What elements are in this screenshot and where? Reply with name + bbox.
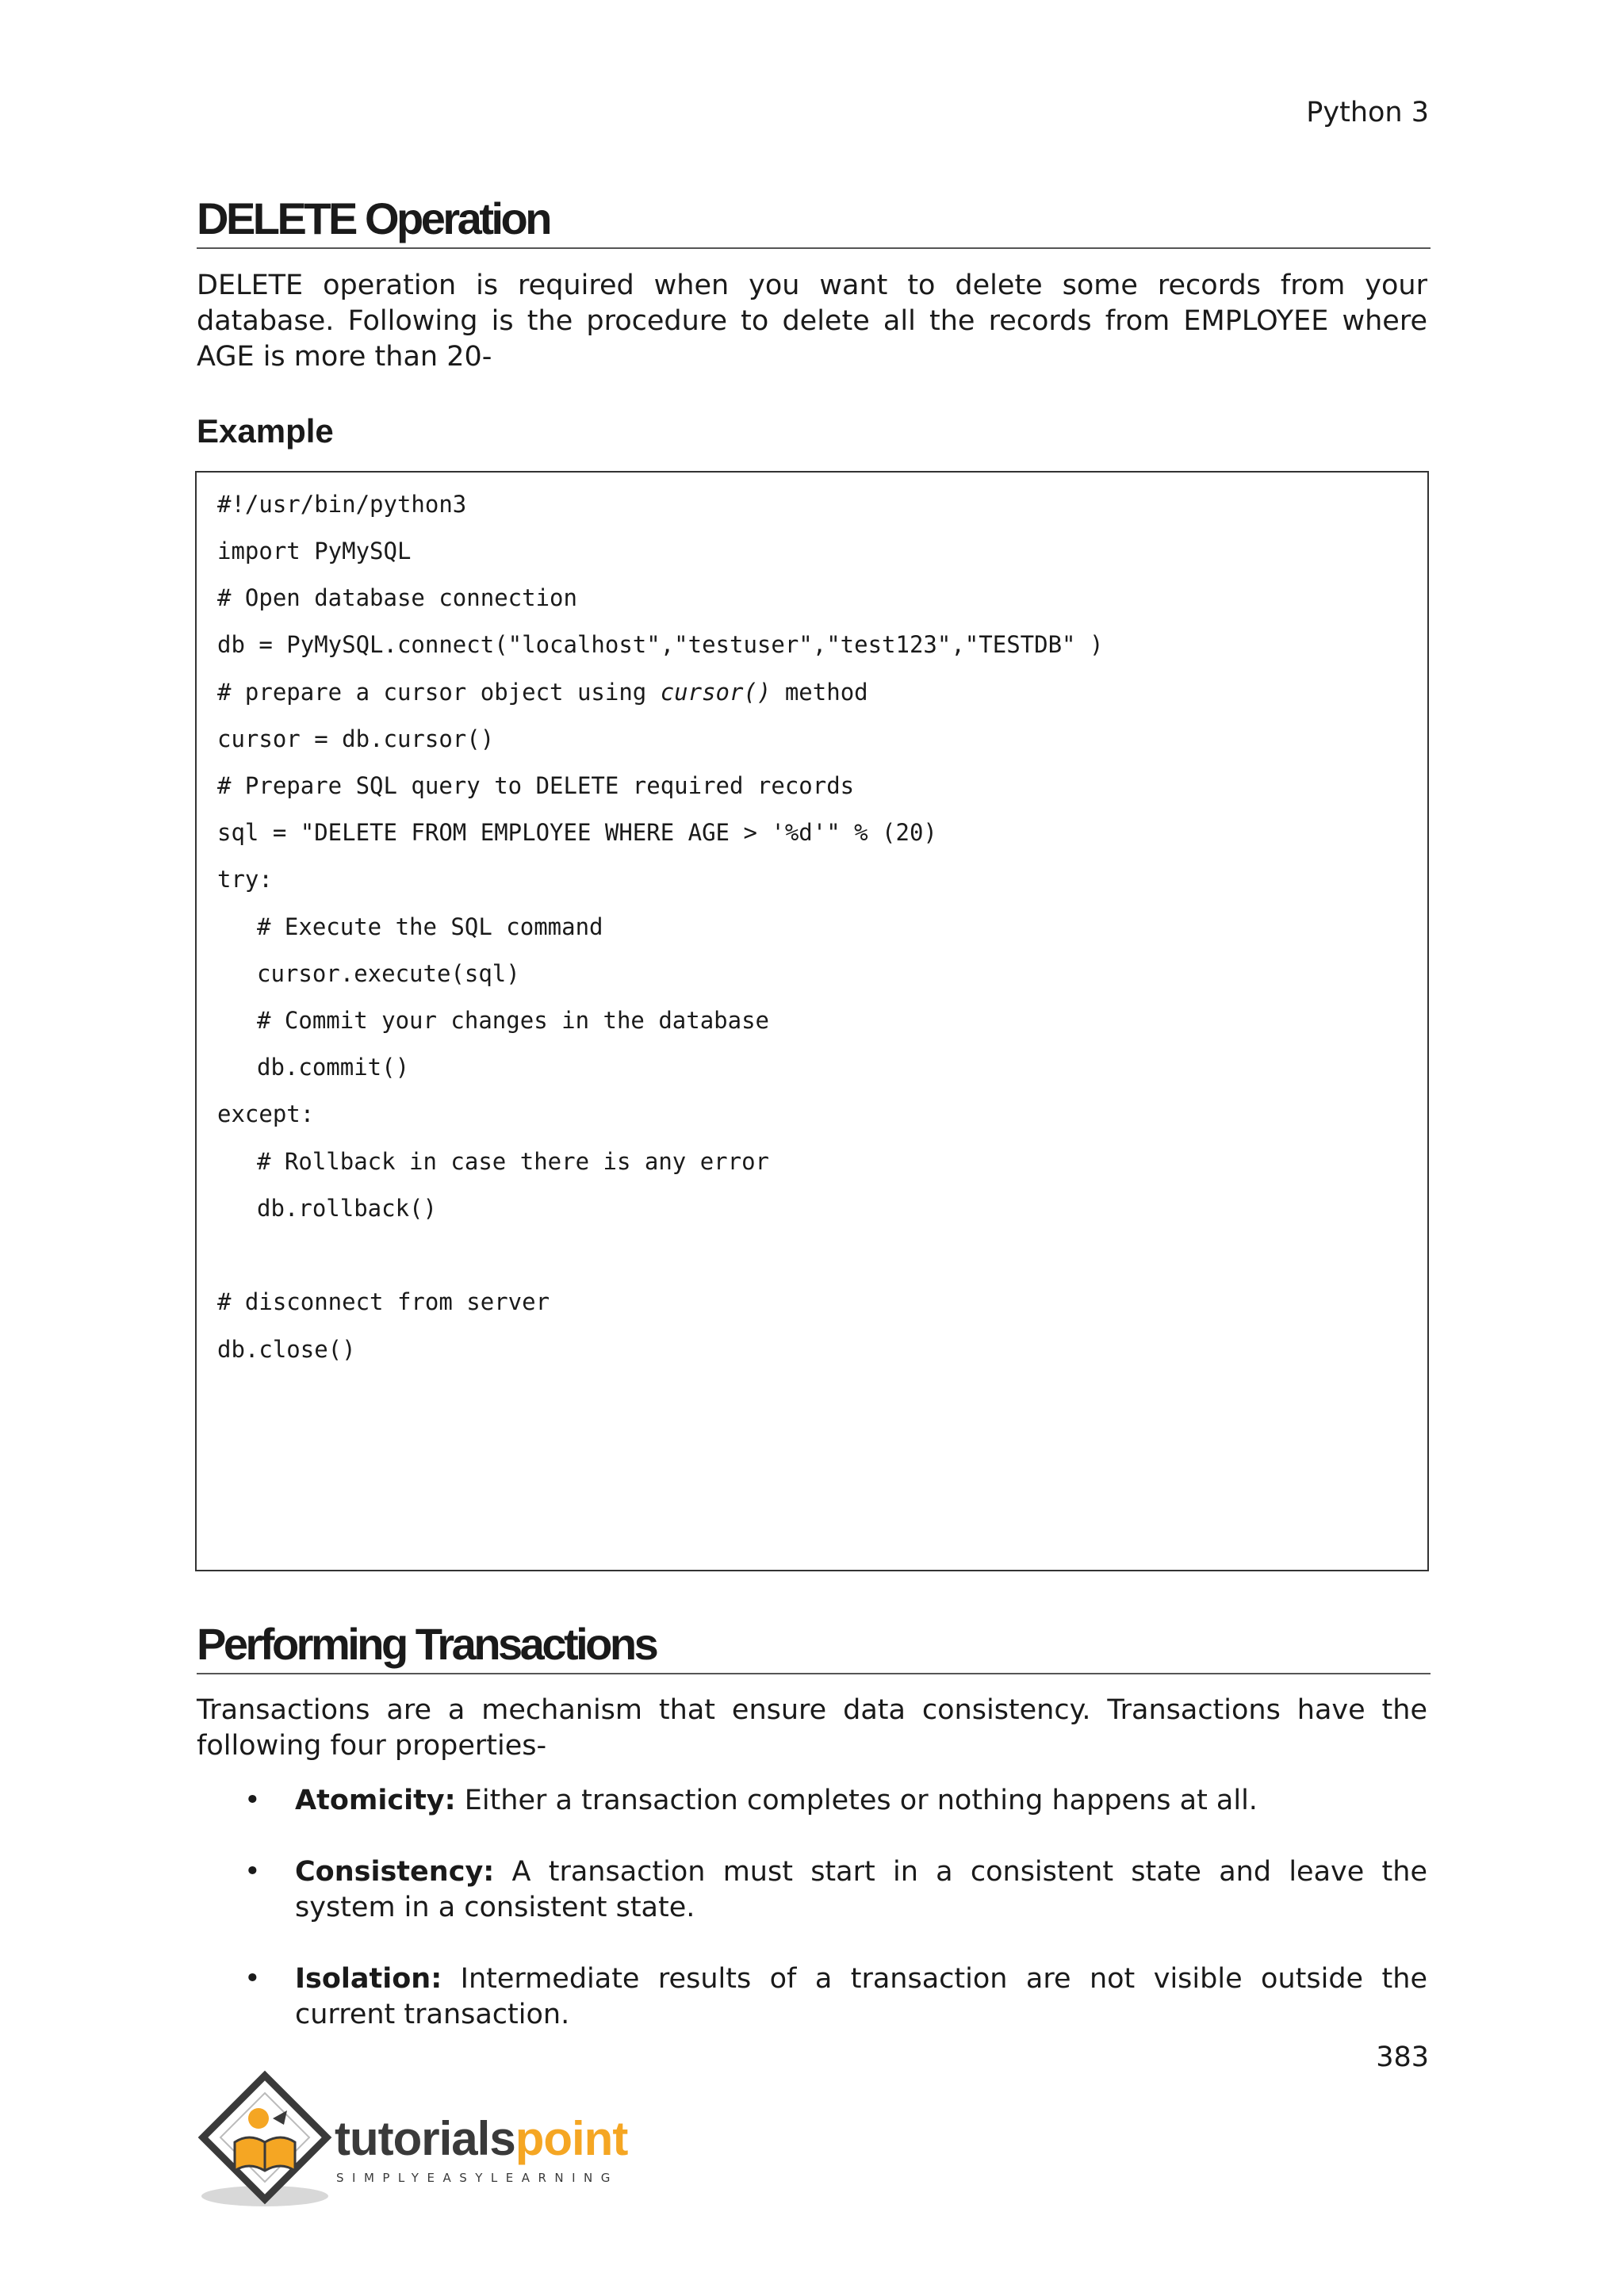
bullet-icon: • [244, 1856, 261, 1888]
bullet-text: Either a transaction completes or nothing happens at all. [455, 1785, 1258, 1816]
code-comment-text: method [771, 679, 868, 706]
tutorialspoint-logo [193, 2069, 653, 2212]
bullet-text: A transaction must start in a consistent state and leave the system in a consistent state. [295, 1856, 1427, 1923]
code-line: #!/usr/bin/python3 [217, 491, 467, 518]
bullet-term: Atomicity: [295, 1785, 456, 1816]
example-heading: Example [197, 412, 334, 450]
code-line: db.commit() [257, 1054, 410, 1081]
code-example-box [195, 471, 1429, 1571]
bullet-text: Intermediate results of a transaction are not visible outside the current transaction. [295, 1963, 1427, 2030]
code-line: import PyMySQL [217, 538, 412, 564]
code-comment-text: # prepare a cursor object using [217, 679, 661, 706]
tutorialspoint-logo-icon [193, 2069, 653, 2212]
transactions-intro-paragraph: Transactions are a mechanism that ensure data consistency. Transactions have the following four properties- [197, 1694, 1427, 1762]
code-italic-method: cursor() [660, 679, 772, 706]
code-line: # Rollback in case there is any error [257, 1148, 770, 1175]
code-line: db.close() [217, 1336, 356, 1363]
code-line [217, 676, 868, 708]
code-line: cursor = db.cursor() [217, 725, 495, 752]
code-line: # Prepare SQL query to DELETE required records [217, 772, 855, 799]
bullet-term: Consistency: [295, 1856, 495, 1888]
code-line: db = PyMySQL.connect("localhost","testuser","test123","TESTDB" ) [217, 631, 1104, 658]
code-line: db.rollback() [257, 1195, 437, 1222]
bullet-icon: • [244, 1963, 261, 1995]
code-line: # Open database connection [217, 584, 577, 611]
code-line: cursor.execute(sql) [257, 960, 520, 987]
page-number: 383 [1376, 2042, 1429, 2073]
delete-intro-paragraph: DELETE operation is required when you want to delete some records from your database. Following is the procedure to delete all the records from EMPLOYEE where AGE is more than 20- [197, 270, 1427, 373]
bullet-icon: • [244, 1785, 261, 1816]
code-line: # Execute the SQL command [257, 913, 603, 940]
code-line: sql = "DELETE FROM EMPLOYEE WHERE AGE > '%d'" % (20) [217, 819, 937, 846]
page-header: Python 3 [1306, 97, 1429, 128]
logo-brand-text: tutorialspoint [335, 2112, 628, 2165]
code-line: # Commit your changes in the database [257, 1007, 770, 1034]
code-line: # disconnect from server [217, 1288, 550, 1315]
bullet-term: Isolation: [295, 1963, 442, 1995]
section-title-performing-transactions: Performing Transactions [197, 1619, 1431, 1674]
logo-tagline-text: SIMPLYEASYLEARNING [336, 2171, 619, 2185]
section-title-delete-operation: DELETE Operation [197, 193, 1431, 249]
code-line: except: [217, 1100, 315, 1127]
code-line: try: [217, 866, 273, 893]
